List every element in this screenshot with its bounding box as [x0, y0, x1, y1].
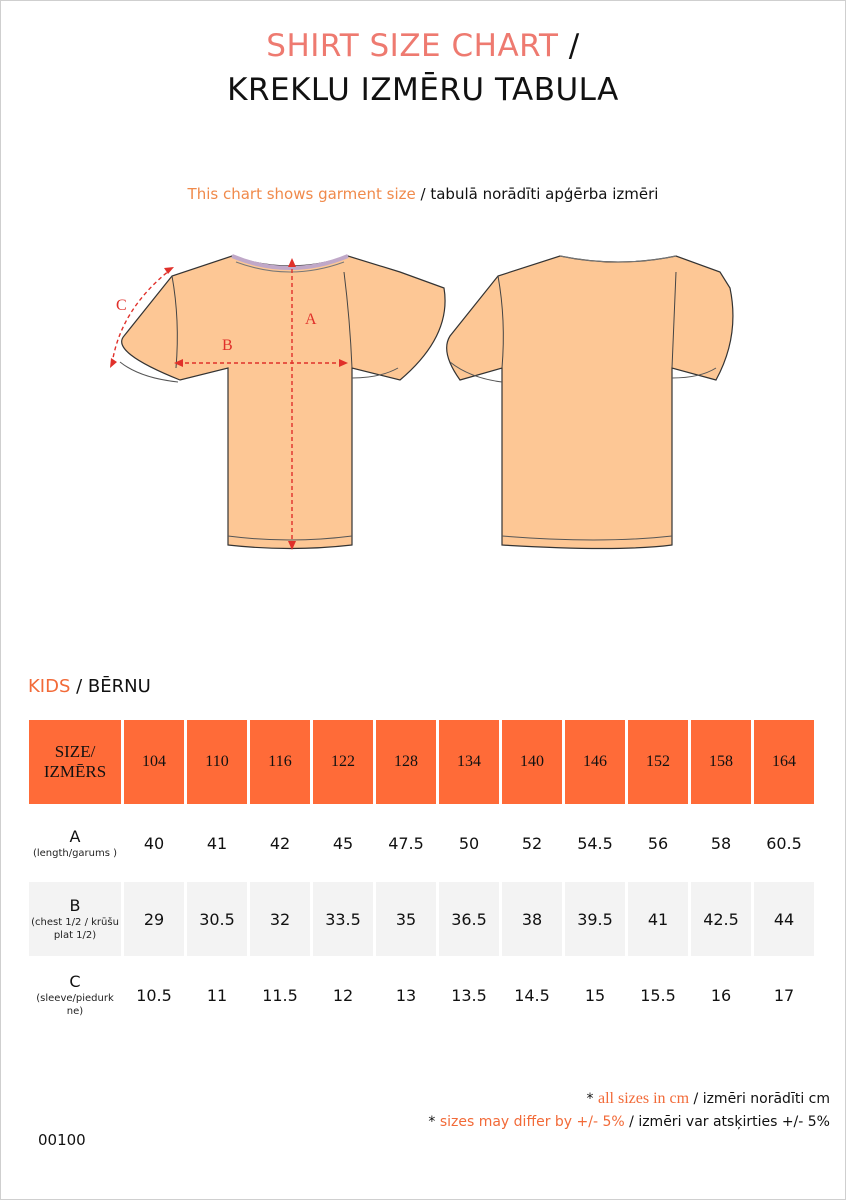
value-cell: 29 [124, 882, 184, 956]
value-cell: 41 [628, 882, 688, 956]
value-cell: 52 [502, 806, 562, 880]
label-a: A [305, 311, 317, 328]
value-cell: 14.5 [502, 958, 562, 1032]
size-cell: 116 [250, 720, 310, 804]
row-description: (chest 1/2 / krūšu plat 1/2) [31, 917, 119, 941]
header-label-cell [29, 720, 121, 804]
size-cell: 134 [439, 720, 499, 804]
row-letter: B [69, 896, 81, 915]
size-cell: 146 [565, 720, 625, 804]
table-row-a [29, 806, 814, 880]
value-cell: 45 [313, 806, 373, 880]
subtitle-latvian: / tabulā norādīti apģērba izmēri [415, 185, 659, 203]
header-label-line1: SIZE/ [54, 742, 96, 761]
value-cell: 11.5 [250, 958, 310, 1032]
footnotes [428, 1087, 830, 1134]
value-cell: 36.5 [439, 882, 499, 956]
document-code: 00100 [38, 1131, 86, 1149]
size-table [26, 718, 817, 1034]
subtitle-english: This chart shows garment size [187, 185, 416, 203]
table-header-row [29, 720, 814, 804]
value-cell: 13.5 [439, 958, 499, 1032]
size-cell: 158 [691, 720, 751, 804]
value-cell: 58 [691, 806, 751, 880]
size-cell: 128 [376, 720, 436, 804]
value-cell: 38 [502, 882, 562, 956]
footnote-tolerance [428, 1111, 830, 1134]
size-cell: 140 [502, 720, 562, 804]
value-cell: 39.5 [565, 882, 625, 956]
value-cell: 10.5 [124, 958, 184, 1032]
footnote-highlight: all sizes in cm [597, 1090, 690, 1107]
footnote-star: * [428, 1114, 440, 1130]
footnote-text: / izmēri var atsķirties +/- 5% [624, 1114, 830, 1130]
row-label-a [29, 806, 121, 880]
row-label-c [29, 958, 121, 1032]
value-cell: 41 [187, 806, 247, 880]
value-cell: 42.5 [691, 882, 751, 956]
value-cell: 13 [376, 958, 436, 1032]
row-description: (sleeve/piedurk ne) [36, 993, 114, 1017]
size-cell: 110 [187, 720, 247, 804]
value-cell: 30.5 [187, 882, 247, 956]
chart-subtitle [0, 185, 846, 203]
value-cell: 50 [439, 806, 499, 880]
value-cell: 17 [754, 958, 814, 1032]
value-cell: 54.5 [565, 806, 625, 880]
value-cell: 35 [376, 882, 436, 956]
section-english: KIDS [28, 676, 71, 697]
value-cell: 44 [754, 882, 814, 956]
row-letter: C [69, 972, 81, 991]
title-separator: / [558, 28, 580, 64]
value-cell: 60.5 [754, 806, 814, 880]
table-row-b [29, 882, 814, 956]
page-title [0, 28, 846, 64]
footnote-units [428, 1087, 830, 1111]
header-label-line2: IZMĒRS [43, 762, 107, 781]
value-cell: 32 [250, 882, 310, 956]
title-english: SHIRT SIZE CHART [266, 28, 559, 64]
section-heading [28, 676, 151, 697]
footnote-star: * [586, 1091, 598, 1107]
footnote-text: / izmēri norādīti cm [689, 1091, 830, 1107]
size-cell: 152 [628, 720, 688, 804]
row-description: (length/garums ) [32, 847, 118, 859]
label-b: B [222, 337, 233, 354]
value-cell: 11 [187, 958, 247, 1032]
size-cell: 164 [754, 720, 814, 804]
size-cell: 122 [313, 720, 373, 804]
section-latvian: / BĒRNU [70, 676, 151, 697]
value-cell: 15.5 [628, 958, 688, 1032]
value-cell: 40 [124, 806, 184, 880]
shirt-back [447, 256, 733, 549]
value-cell: 16 [691, 958, 751, 1032]
page-title-latvian: KREKLU IZMĒRU TABULA [227, 72, 619, 108]
value-cell: 15 [565, 958, 625, 1032]
shirt-diagram [100, 240, 750, 560]
shirt-front [110, 256, 445, 550]
table-row-c [29, 958, 814, 1032]
value-cell: 33.5 [313, 882, 373, 956]
value-cell: 12 [313, 958, 373, 1032]
row-label-b [29, 882, 121, 956]
size-cell: 104 [124, 720, 184, 804]
value-cell: 47.5 [376, 806, 436, 880]
value-cell: 42 [250, 806, 310, 880]
row-letter: A [69, 826, 81, 846]
value-cell: 56 [628, 806, 688, 880]
label-c: C [116, 297, 127, 314]
footnote-highlight: sizes may differ by +/- 5% [439, 1114, 625, 1130]
